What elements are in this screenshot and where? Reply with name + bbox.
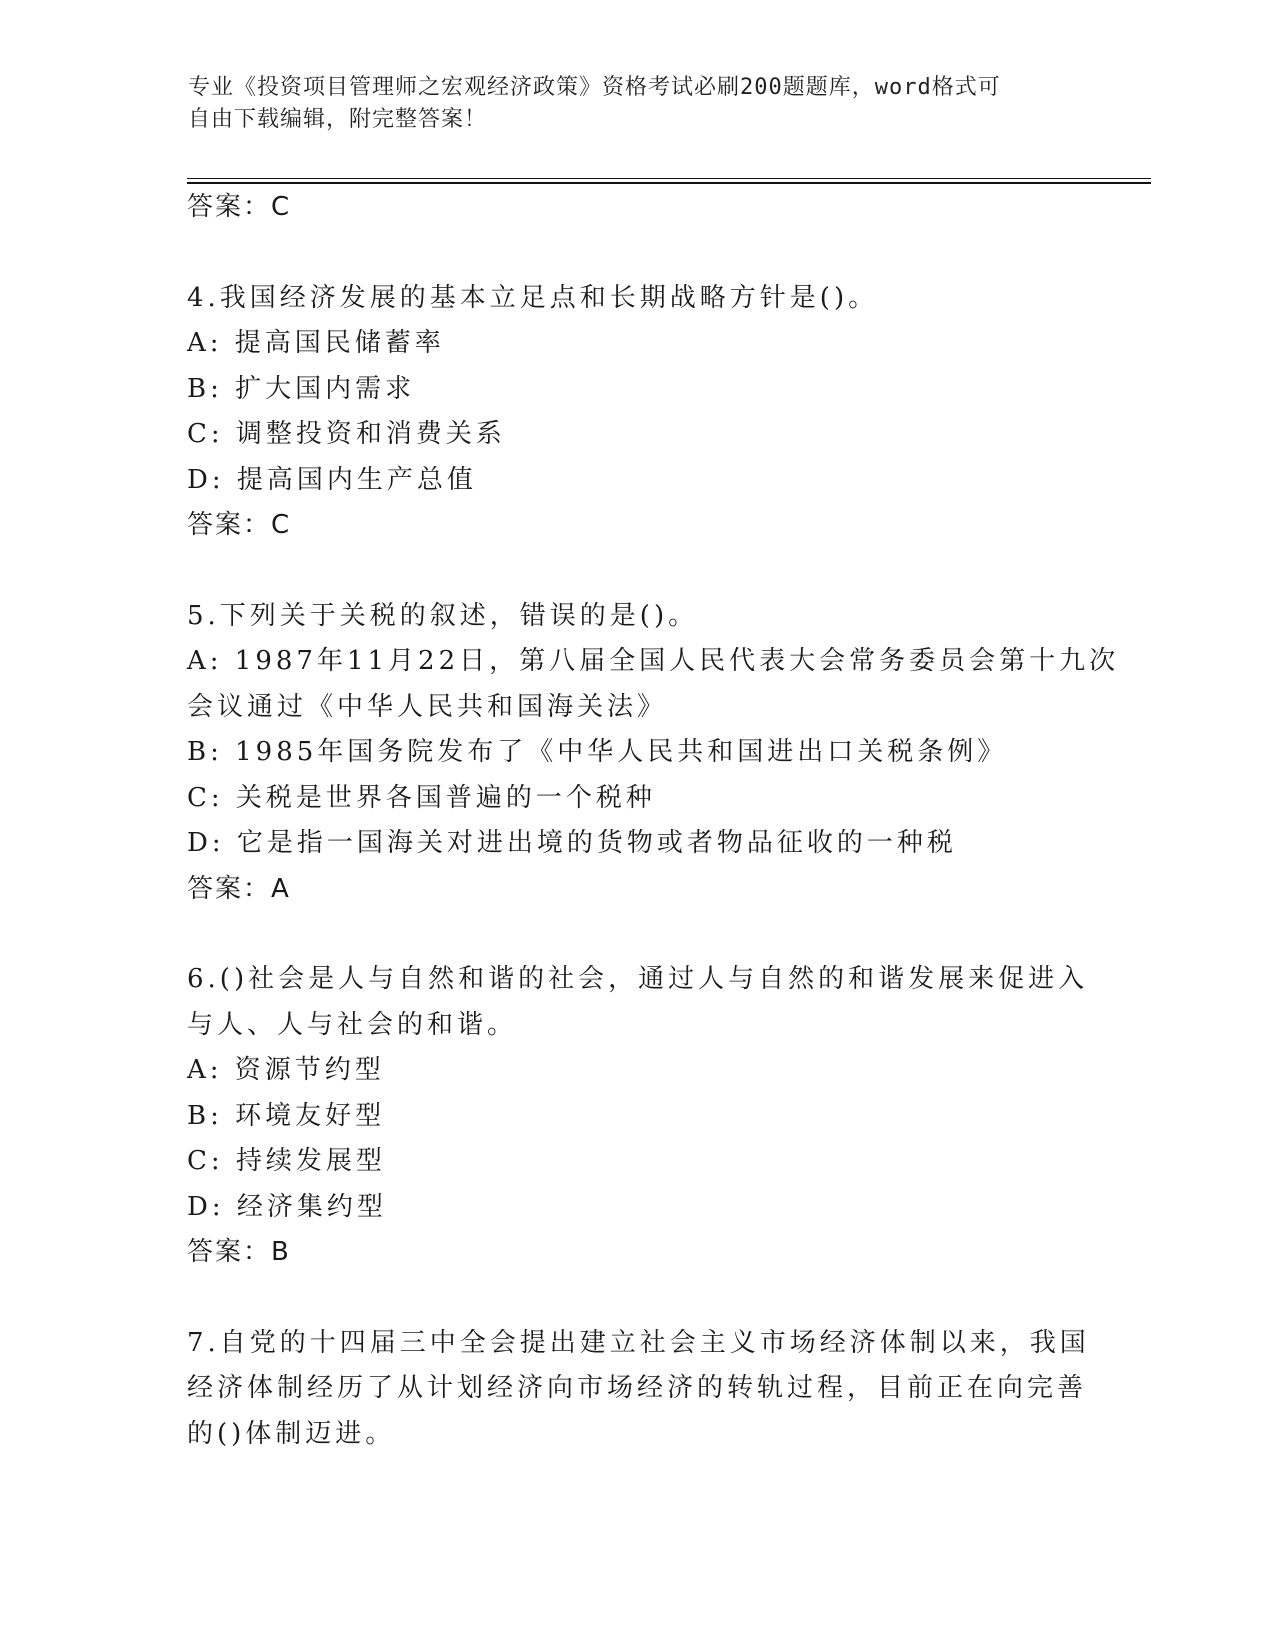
page-header xyxy=(188,72,1068,136)
question-6-option-a: A: 资源节约型 xyxy=(187,1055,385,1085)
question-content xyxy=(187,185,1120,1457)
question-5-text: 5.下列关于关税的叙述，错误的是()。 xyxy=(187,600,699,631)
question-6-text-line-2: 与人、人与社会的和谐。 xyxy=(187,1009,518,1040)
question-6-text-line-1: 6.()社会是人与自然和谐的社会，通过人与自然的和谐发展来促进入 xyxy=(187,964,1089,994)
spacer xyxy=(187,1276,1087,1321)
spacer xyxy=(187,231,1087,276)
spacer xyxy=(187,912,1087,957)
question-7-text-line-1: 7.自党的十四届三中全会提出建立社会主义市场经济体制以来，我国 xyxy=(187,1327,1090,1358)
question-4-option-a: A: 提高国民储蓄率 xyxy=(187,328,445,358)
question-4-answer: 答案：C xyxy=(187,510,292,540)
question-5-option-d: D: 它是指一国海关对进出境的货物或者物品征收的一种税 xyxy=(187,828,957,858)
previous-answer: 答案：C xyxy=(187,192,292,222)
question-6-option-c: C: 持续发展型 xyxy=(187,1146,386,1176)
question-6-option-d: D: 经济集约型 xyxy=(187,1191,387,1222)
question-5 xyxy=(187,594,1120,913)
question-5-option-b: B: 1985年国务院发布了《中华人民共和国进出口关税条例》 xyxy=(187,737,1008,767)
header-divider-thin xyxy=(187,178,1151,179)
header-line-2: 自由下载编辑，附完整答案！ xyxy=(188,107,488,132)
question-5-option-a-continued: 会议通过《中华人民共和国海关法》 xyxy=(187,691,668,722)
spacer xyxy=(187,549,1087,594)
header-line-1: 专业《投资项目管理师之宏观经济政策》资格考试必刷200题题库，word格式可 xyxy=(188,75,1001,100)
question-4-option-d: D: 提高国内生产总值 xyxy=(187,464,477,495)
question-4-option-b: B: 扩大国内需求 xyxy=(187,373,416,404)
question-7-text-line-2: 经济体制经历了从计划经济向市场经济的转轨过程，目前正在向完善 xyxy=(187,1373,1088,1403)
question-6-option-b: B: 环境友好型 xyxy=(187,1100,386,1131)
question-4 xyxy=(187,276,1087,549)
question-7 xyxy=(187,1321,1090,1458)
question-4-text: 4.我国经济发展的基本立足点和长期战略方针是()。 xyxy=(187,282,879,313)
question-6 xyxy=(187,957,1087,1276)
question-4-option-c: C: 调整投资和消费关系 xyxy=(187,419,506,449)
question-5-option-a: A: 1987年11月22日，第八届全国人民代表大会常务委员会第十九次 xyxy=(187,646,1120,676)
header-divider-thick xyxy=(187,182,1151,184)
question-5-answer: 答案：A xyxy=(187,873,291,904)
question-6-answer: 答案：B xyxy=(187,1237,291,1267)
question-7-text-line-3: 的()体制迈进。 xyxy=(187,1418,396,1449)
question-5-option-c: C: 关税是世界各国普遍的一个税种 xyxy=(187,782,656,813)
